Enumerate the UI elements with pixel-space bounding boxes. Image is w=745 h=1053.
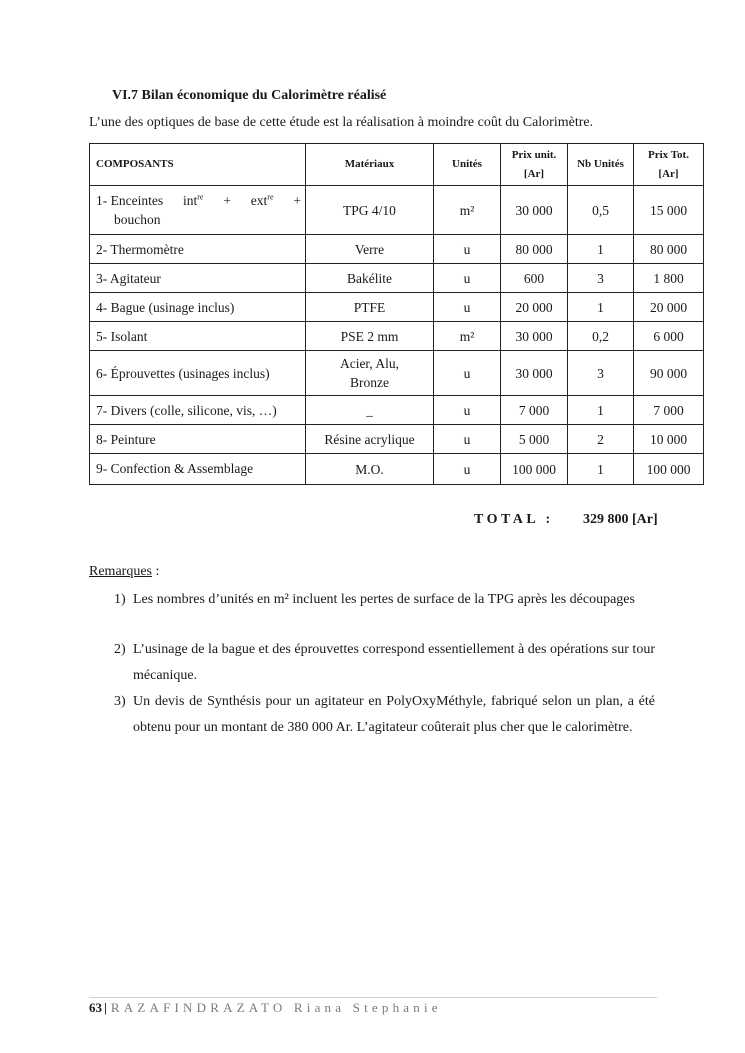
cell-nb: 0,2	[568, 322, 634, 351]
cell-prix-unit: 100 000	[501, 454, 568, 485]
header-prix-unit: Prix unit. [Ar]	[501, 144, 568, 186]
table-row	[90, 264, 704, 293]
page-number: 63	[89, 1000, 102, 1015]
table-row	[90, 235, 704, 264]
cell-nb: 1	[568, 454, 634, 485]
cell-prix-unit: 5 000	[501, 425, 568, 454]
remarks-title: Remarques :	[89, 564, 160, 579]
cell-composant: 7- Divers (colle, silicone, vis, …)	[90, 396, 306, 425]
footer-author: RAZAFINDRAZATO Riana Stephanie	[110, 1000, 442, 1015]
cell-materiau: Résine acrylique	[306, 425, 434, 454]
cell-unite: m²	[434, 322, 501, 351]
table-row	[90, 186, 704, 235]
remark-item	[114, 587, 655, 613]
header-materiaux: Matériaux	[306, 144, 434, 186]
cell-composant: 3- Agitateur	[90, 264, 306, 293]
remark-text: Les nombres d’unités en m² incluent les pertes de surface de la TPG après les découpages	[133, 592, 635, 607]
cell-unite: m²	[434, 186, 501, 235]
cell-prix-tot: 90 000	[634, 351, 704, 396]
cell-materiau: PSE 2 mm	[306, 322, 434, 351]
total-value: 329 800 [Ar]	[583, 512, 658, 527]
table-row	[90, 351, 704, 396]
cost-table	[89, 143, 704, 485]
cell-materiau: TPG 4/10	[306, 186, 434, 235]
cell-nb: 1	[568, 235, 634, 264]
remark-text: Un devis de Synthésis pour un agitateur en PolyOxyMéthyle, fabriqué selon un plan, a été obtenu pour un montant de 380 000 Ar. L’agitateur coûterait plus cher que le calorimètre.	[133, 694, 655, 735]
cell-prix-unit: 600	[501, 264, 568, 293]
remark-number: 2)	[114, 642, 126, 657]
footer-divider	[89, 997, 657, 998]
header-nb-unites: Nb Unités	[568, 144, 634, 186]
cell-unite: u	[434, 425, 501, 454]
footer-separator: |	[104, 1000, 107, 1015]
table-row	[90, 293, 704, 322]
cell-unite: u	[434, 264, 501, 293]
header-unites: Unités	[434, 144, 501, 186]
cell-prix-tot: 80 000	[634, 235, 704, 264]
cell-nb: 3	[568, 264, 634, 293]
cell-nb: 2	[568, 425, 634, 454]
cell-materiau: PTFE	[306, 293, 434, 322]
cell-materiau: Bakélite	[306, 264, 434, 293]
total-label: TOTAL :	[474, 512, 554, 527]
header-composants: COMPOSANTS	[90, 144, 306, 186]
cell-prix-tot: 15 000	[634, 186, 704, 235]
cell-unite: u	[434, 235, 501, 264]
section-heading: VI.7 Bilan économique du Calorimètre réalisé	[112, 88, 387, 103]
cell-materiau: M.O.	[306, 454, 434, 485]
cell-unite: u	[434, 351, 501, 396]
cell-composant: 6- Éprouvettes (usinages inclus)	[90, 351, 306, 396]
cell-prix-unit: 80 000	[501, 235, 568, 264]
remark-number: 3)	[114, 694, 126, 709]
cell-materiau: Verre	[306, 235, 434, 264]
cell-composant: 1- Enceintes int$^{re}$ + ext$^{re}$ + bouchon	[90, 186, 306, 235]
table-row	[90, 396, 704, 425]
cell-nb: 1	[568, 293, 634, 322]
cell-prix-tot: 10 000	[634, 425, 704, 454]
cell-nb: 0,5	[568, 186, 634, 235]
intro-paragraph: L’une des optiques de base de cette étude est la réalisation à moindre coût du Calorimètre.	[89, 115, 594, 130]
cell-prix-tot: 6 000	[634, 322, 704, 351]
cell-materiau: _	[306, 396, 434, 425]
cell-composant: 9- Confection & Assemblage	[90, 454, 306, 485]
page-footer	[89, 1000, 442, 1016]
cell-nb: 3	[568, 351, 634, 396]
cell-prix-tot: 7 000	[634, 396, 704, 425]
cell-prix-unit: 30 000	[501, 186, 568, 235]
cell-unite: u	[434, 396, 501, 425]
header-prix-tot: Prix Tot. [Ar]	[634, 144, 704, 186]
cell-prix-tot: 100 000	[634, 454, 704, 485]
cell-prix-unit: 30 000	[501, 351, 568, 396]
table-header-row	[90, 144, 704, 186]
table-row	[90, 454, 704, 485]
cell-nb: 1	[568, 396, 634, 425]
table-row	[90, 425, 704, 454]
cell-prix-tot: 20 000	[634, 293, 704, 322]
remark-item	[114, 689, 655, 741]
cell-materiau: Acier, Alu, Bronze	[306, 351, 434, 396]
table-row	[90, 322, 704, 351]
cell-prix-tot: 1 800	[634, 264, 704, 293]
remark-text: L’usinage de la bague et des éprouvettes correspond essentiellement à des opérations sur tour mécanique.	[133, 642, 655, 683]
cell-prix-unit: 7 000	[501, 396, 568, 425]
cell-composant: 4- Bague (usinage inclus)	[90, 293, 306, 322]
cell-composant: 2- Thermomètre	[90, 235, 306, 264]
cell-composant: 8- Peinture	[90, 425, 306, 454]
remark-item	[114, 637, 655, 689]
cell-prix-unit: 20 000	[501, 293, 568, 322]
cell-prix-unit: 30 000	[501, 322, 568, 351]
cell-unite: u	[434, 293, 501, 322]
remark-number: 1)	[114, 592, 126, 607]
cell-composant: 5- Isolant	[90, 322, 306, 351]
cell-unite: u	[434, 454, 501, 485]
